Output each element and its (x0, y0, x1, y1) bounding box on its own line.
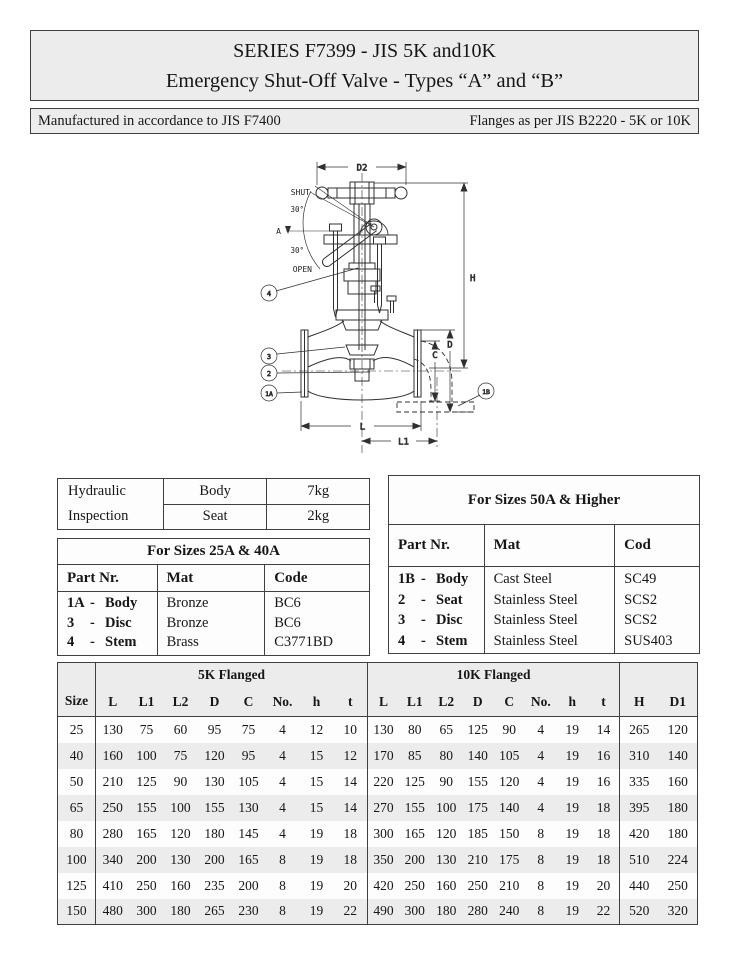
material-name: Cast Steel (493, 571, 553, 587)
dim-column-header: D (198, 688, 232, 717)
part-label (398, 631, 475, 652)
column-header-part: Part Nr. (389, 525, 485, 567)
title-box (30, 30, 699, 101)
value-cell: 90 (502, 721, 517, 737)
value-cell: 19 (300, 899, 334, 925)
group-header-row (58, 663, 698, 688)
group-header-10k: 10K Flanged (368, 663, 620, 688)
callout-3: 3 (266, 353, 272, 361)
value-cell: 145 (238, 825, 259, 841)
value-cell: 130 (431, 847, 463, 873)
dimension-row (58, 743, 698, 769)
value-cell: 350 (368, 847, 400, 873)
part-separator: - (90, 614, 95, 631)
value-cell: 210 (499, 877, 520, 893)
column-header-code: Cod (615, 525, 700, 567)
value-cell: 16 (588, 769, 620, 795)
value-cell: 420 (629, 825, 650, 841)
value-cell: 95 (207, 721, 222, 737)
value-cell: 320 (659, 899, 698, 925)
material-code: SC49 (624, 571, 657, 587)
group-header-spacer (620, 663, 698, 688)
large-parts-cell (389, 567, 485, 654)
value-cell: 4 (525, 743, 557, 769)
inspection-label-line: Inspection (68, 508, 129, 524)
value-cell: 22 (334, 899, 368, 925)
materials-table-large-sizes (388, 475, 700, 654)
value-cell: 100 (431, 795, 463, 821)
valve-drawing-area (224, 145, 521, 467)
part-number: 2 (398, 591, 406, 608)
dim-column-header: D (462, 688, 494, 717)
position-a-label: A (276, 227, 281, 236)
value-cell: 250 (467, 877, 488, 893)
part-number: 3 (398, 612, 406, 628)
value-cell: 14 (334, 769, 368, 795)
value-cell: 180 (204, 825, 225, 841)
size-cell: 40 (58, 743, 96, 769)
value-cell: 120 (436, 825, 457, 841)
dim-column-header: L2 (164, 688, 198, 717)
value-cell: 19 (565, 721, 580, 737)
dim-column-header: L1 (399, 688, 431, 717)
value-cell: 90 (173, 773, 188, 789)
value-cell: 210 (462, 847, 494, 873)
value-cell: 180 (667, 825, 688, 841)
value-cell: 180 (659, 795, 698, 821)
dim-column-header: t (334, 688, 368, 717)
value-cell: 165 (232, 847, 266, 873)
value-cell: 340 (96, 847, 130, 873)
valve-technical-drawing (224, 145, 521, 467)
value-cell: 65 (439, 721, 454, 737)
material-code: C3771BD (274, 634, 334, 650)
dimension-row (58, 769, 698, 795)
value-cell: 220 (373, 773, 394, 789)
value-cell: 140 (462, 743, 494, 769)
material-name: Bronze (166, 595, 209, 611)
dimension-l-l1 (301, 401, 437, 448)
value-cell: 230 (232, 899, 266, 925)
value-cell: 120 (198, 743, 232, 769)
value-cell: 90 (439, 773, 454, 789)
value-cell: 180 (164, 899, 198, 925)
centerlines (282, 173, 464, 453)
dim-subheader-row (58, 688, 698, 717)
dimension-row (58, 899, 698, 925)
part-number: 1A (67, 595, 85, 611)
dim-column-header: H (620, 688, 659, 717)
value-cell: 8 (537, 825, 545, 841)
dim-column-header: C (494, 688, 526, 717)
test-pressure: 2kg (267, 504, 370, 530)
material-name: Brass (166, 634, 199, 650)
part-label (398, 590, 475, 611)
value-cell: 14 (334, 795, 368, 821)
callout-4: 4 (266, 290, 272, 298)
value-cell: 20 (334, 873, 368, 899)
dim-column-header: t (588, 688, 620, 717)
value-cell: 250 (136, 877, 157, 893)
value-cell: 130 (164, 847, 198, 873)
dim-label-c: C (432, 351, 438, 361)
dim-label-h: H (470, 274, 476, 284)
manufactured-note: Manufactured in accordance to JIS F7400 (38, 112, 281, 129)
value-cell: 14 (588, 717, 620, 743)
value-cell: 85 (399, 743, 431, 769)
part-name: Disc (105, 614, 132, 631)
callout-1b: 1B (482, 388, 490, 396)
group-header-5k: 5K Flanged (96, 663, 368, 688)
column-header-mat: Mat (157, 565, 265, 592)
value-cell: 18 (588, 795, 620, 821)
value-cell: 4 (279, 773, 286, 789)
part-separator: - (421, 571, 426, 587)
value-cell: 19 (557, 847, 589, 873)
value-cell: 8 (537, 877, 545, 893)
value-cell: 250 (96, 795, 130, 821)
test-item: Seat (163, 504, 267, 530)
value-cell: 20 (588, 873, 620, 899)
yoke-bracket (324, 224, 397, 317)
dim-column-header: D1 (659, 688, 698, 717)
large-code-cell (615, 567, 700, 654)
value-cell: 120 (170, 825, 191, 841)
part-separator: - (90, 595, 95, 611)
value-cell: 4 (279, 721, 286, 737)
value-cell: 16 (588, 743, 620, 769)
dimension-row (58, 821, 698, 847)
value-cell: 224 (659, 847, 698, 873)
value-cell: 15 (300, 795, 334, 821)
value-cell: 75 (241, 721, 256, 737)
value-cell: 175 (494, 847, 526, 873)
value-cell: 120 (667, 721, 688, 737)
value-cell: 130 (373, 721, 394, 737)
dim-column-header: h (557, 688, 589, 717)
dim-column-header: C (232, 688, 266, 717)
handwheel (316, 182, 407, 204)
table-body-row (58, 592, 370, 656)
flanges-note: Flanges as per JIS B2220 - 5K or 10K (469, 112, 691, 129)
value-cell: 160 (436, 877, 457, 893)
part-number: 3 (67, 614, 75, 631)
value-cell: 8 (525, 899, 557, 925)
callout-1a: 1A (265, 390, 273, 398)
value-cell: 440 (629, 877, 650, 893)
value-cell: 140 (659, 743, 698, 769)
part-separator: - (421, 591, 426, 608)
value-cell: 510 (620, 847, 659, 873)
value-cell: 265 (629, 721, 650, 737)
dimension-row (58, 717, 698, 743)
value-cell: 8 (525, 847, 557, 873)
value-cell: 18 (588, 847, 620, 873)
value-cell: 12 (309, 721, 324, 737)
value-cell: 490 (368, 899, 400, 925)
value-cell: 235 (204, 877, 225, 893)
part-separator: - (90, 634, 95, 650)
size-cell: 125 (58, 873, 96, 899)
value-cell: 4 (525, 795, 557, 821)
value-cell: 250 (667, 877, 688, 893)
value-cell: 19 (309, 877, 324, 893)
value-cell: 10 (334, 717, 368, 743)
material-code: BC6 (274, 595, 301, 611)
test-item: Body (163, 479, 267, 505)
value-cell: 185 (467, 825, 488, 841)
part-name: Stem (105, 634, 137, 650)
value-cell: 140 (494, 795, 526, 821)
part-number: 1B (398, 571, 415, 587)
value-cell: 12 (334, 743, 368, 769)
size-cell: 25 (58, 717, 96, 743)
size-cell: 100 (58, 847, 96, 873)
table-body-row (389, 567, 700, 654)
size-column-header: Size (58, 663, 96, 717)
part-name: Stem (436, 632, 468, 649)
valve-body (301, 321, 421, 400)
value-cell: 100 (164, 795, 198, 821)
value-cell: 200 (130, 847, 164, 873)
value-cell: 4 (279, 825, 286, 841)
size-cell: 80 (58, 821, 96, 847)
dimension-row (58, 873, 698, 899)
column-header-mat: Mat (484, 525, 615, 567)
material-name: Stainless Steel (493, 612, 578, 628)
value-cell: 80 (431, 743, 463, 769)
value-cell: 60 (173, 721, 188, 737)
material-code: BC6 (274, 614, 301, 631)
valve-type-title: Emergency Shut-Off Valve - Types “A” and “B” (165, 70, 564, 92)
value-cell: 125 (404, 773, 425, 789)
hydraulic-label-line: Hydraulic (68, 483, 126, 499)
value-cell: 19 (557, 795, 589, 821)
value-cell: 420 (373, 877, 394, 893)
dim-column-header: No. (266, 688, 300, 717)
dim-label-l: L (359, 422, 366, 433)
value-cell: 19 (565, 825, 580, 841)
value-cell: 22 (588, 899, 620, 925)
materials-table-small-sizes (57, 538, 370, 656)
dim-label-d2: D2 (356, 163, 368, 174)
value-cell: 160 (170, 877, 191, 893)
part-label (67, 614, 148, 634)
size-cell: 65 (58, 795, 96, 821)
value-cell: 18 (588, 821, 620, 847)
part-number: 4 (67, 634, 75, 650)
standards-bar (30, 108, 699, 134)
value-cell: 19 (300, 847, 334, 873)
callout-2: 2 (266, 370, 272, 378)
value-cell: 175 (462, 795, 494, 821)
value-cell: 270 (368, 795, 400, 821)
value-cell: 18 (334, 847, 368, 873)
value-cell: 15 (300, 743, 334, 769)
part-label (67, 594, 148, 614)
value-cell: 155 (467, 773, 488, 789)
dimensions-table (57, 662, 698, 925)
value-cell: 155 (198, 795, 232, 821)
part-name: Disc (436, 612, 463, 628)
value-cell: 160 (96, 743, 130, 769)
value-cell: 300 (130, 899, 164, 925)
size-cell: 150 (58, 899, 96, 925)
value-cell: 155 (399, 795, 431, 821)
value-cell: 180 (431, 899, 463, 925)
dimension-row (58, 795, 698, 821)
table-title: For Sizes 50A & Higher (389, 476, 700, 525)
table-header-row (58, 565, 370, 592)
large-mat-cell (484, 567, 615, 654)
part-label (67, 633, 148, 653)
small-mat-cell (157, 592, 265, 656)
value-cell: 130 (232, 795, 266, 821)
value-cell: 8 (279, 877, 286, 893)
value-cell: 520 (620, 899, 659, 925)
dim-column-header: L1 (130, 688, 164, 717)
dim-column-header: L (96, 688, 130, 717)
hydraulic-inspection-label (58, 479, 164, 530)
value-cell: 150 (499, 825, 520, 841)
value-cell: 95 (232, 743, 266, 769)
angle-upper-label: 30° (290, 205, 304, 214)
part-label (398, 610, 475, 631)
value-cell: 310 (620, 743, 659, 769)
value-cell: 4 (537, 721, 545, 737)
dim-column-header: L2 (431, 688, 463, 717)
value-cell: 480 (96, 899, 130, 925)
value-cell: 210 (102, 773, 123, 789)
open-label: OPEN (292, 265, 312, 274)
shut-label: SHUT (290, 188, 310, 197)
value-cell: 125 (467, 721, 488, 737)
material-code: SCS2 (624, 612, 658, 628)
material-name: Stainless Steel (493, 632, 578, 649)
hydraulic-inspection-table (57, 478, 370, 530)
value-cell: 105 (494, 743, 526, 769)
dimension-row (58, 847, 698, 873)
test-pressure: 7kg (267, 479, 370, 505)
value-cell: 105 (238, 773, 259, 789)
small-parts-cell (58, 592, 158, 656)
value-cell: 8 (266, 899, 300, 925)
dim-column-header: L (368, 688, 400, 717)
value-cell: 4 (266, 795, 300, 821)
value-cell: 200 (399, 847, 431, 873)
dim-column-header: No. (525, 688, 557, 717)
part-name: Body (105, 595, 138, 611)
dim-label-l1: L1 (398, 437, 409, 448)
value-cell: 19 (557, 899, 589, 925)
value-cell: 165 (404, 825, 425, 841)
value-cell: 19 (565, 773, 580, 789)
value-cell: 4 (537, 773, 545, 789)
size-cell: 50 (58, 769, 96, 795)
value-cell: 300 (399, 899, 431, 925)
dim-label-d: D (447, 340, 453, 351)
part-label (398, 569, 475, 590)
value-cell: 18 (334, 821, 368, 847)
material-name: Stainless Steel (493, 591, 578, 608)
value-cell: 4 (266, 743, 300, 769)
material-name: Bronze (166, 614, 209, 631)
value-cell: 120 (499, 773, 520, 789)
part-name: Body (436, 571, 469, 587)
value-cell: 265 (198, 899, 232, 925)
dimension-h (374, 183, 475, 368)
value-cell: 75 (164, 743, 198, 769)
table-header-row (389, 525, 700, 567)
value-cell: 160 (667, 773, 688, 789)
part-name: Seat (436, 591, 463, 608)
table-title: For Sizes 25A & 40A (58, 539, 370, 565)
value-cell: 165 (136, 825, 157, 841)
table-row (58, 479, 370, 505)
dim-table-body (58, 717, 698, 925)
value-cell: 125 (136, 773, 157, 789)
value-cell: 240 (494, 899, 526, 925)
value-cell: 335 (629, 773, 650, 789)
column-header-code: Code (265, 565, 370, 592)
value-cell: 8 (266, 847, 300, 873)
series-title: SERIES F7399 - JIS 5K and10K (233, 40, 496, 62)
value-cell: 100 (130, 743, 164, 769)
value-cell: 130 (102, 721, 123, 737)
value-cell: 155 (130, 795, 164, 821)
value-cell: 280 (462, 899, 494, 925)
value-cell: 200 (198, 847, 232, 873)
column-header-part: Part Nr. (58, 565, 158, 592)
dim-column-header: h (300, 688, 334, 717)
value-cell: 15 (309, 773, 324, 789)
value-cell: 200 (238, 877, 259, 893)
value-cell: 170 (368, 743, 400, 769)
value-cell: 300 (373, 825, 394, 841)
value-cell: 395 (620, 795, 659, 821)
material-code: SUS403 (624, 632, 673, 649)
value-cell: 250 (404, 877, 425, 893)
value-cell: 19 (565, 877, 580, 893)
material-code: SCS2 (624, 591, 658, 608)
part-number: 4 (398, 632, 406, 649)
part-separator: - (421, 612, 426, 628)
value-cell: 19 (309, 825, 324, 841)
value-cell: 80 (408, 721, 422, 737)
small-code-cell (265, 592, 370, 656)
value-cell: 130 (204, 773, 225, 789)
part-separator: - (421, 632, 426, 649)
angle-lower-label: 30° (290, 246, 304, 255)
value-cell: 410 (102, 877, 123, 893)
value-cell: 280 (102, 825, 123, 841)
value-cell: 19 (557, 743, 589, 769)
value-cell: 75 (139, 721, 154, 737)
